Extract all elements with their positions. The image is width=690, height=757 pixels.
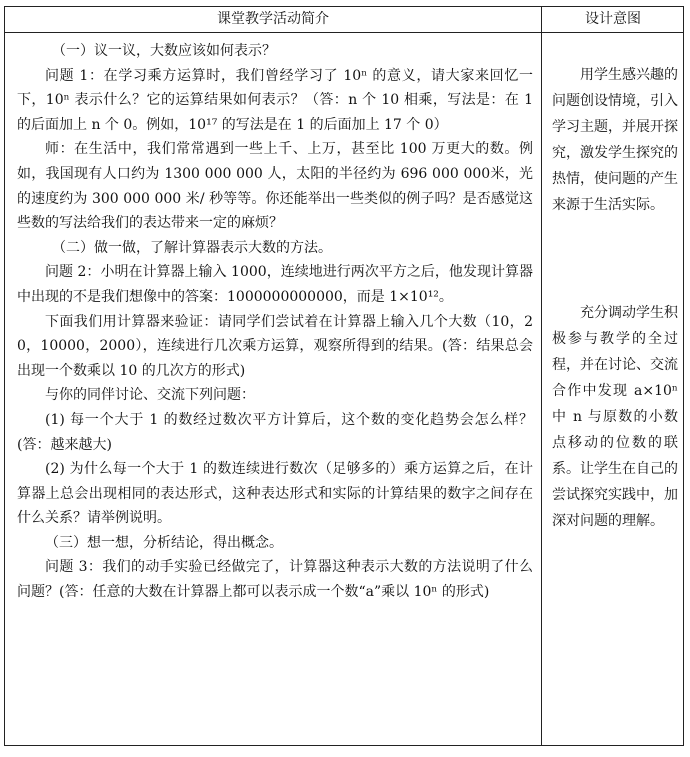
design-intent-1-text: 用学生感兴趣的问题创设情境，引入学习主题，并展开探究，激发学生探究的热情，使问题的产生来源于生活实际。 [552, 67, 678, 213]
question-2: 问题 2：小明在计算器上输入 1000，连续地进行两次平方之后，他发现计算器中出现的不是我们想像中的答案：1000000000000，而是 1×10¹²。 [17, 264, 533, 305]
design-intent-2-text: 充分调动学生积极参与教学的全过程，并在讨论、交流合作中发现 a×10ⁿ 中 n 与原数的小数点移动的位数的联系。让学生在自己的尝试探究实践中，加深对问题的理解。 [552, 305, 678, 529]
design-intent-1 [552, 62, 678, 218]
lesson-table [4, 6, 684, 746]
activity-content [17, 39, 533, 605]
section-1-title: （一）议一议，大数应该如何表示？ [52, 43, 276, 59]
header-activity: 课堂教学活动简介 [217, 11, 329, 27]
discussion-question-1: (1) 每一个大于 1 的数经过数次平方计算后，这个数的变化趋势会怎么样？(答：越来越大) [17, 411, 533, 453]
discussion-intro: 与你的同伴讨论、交流下列问题： [45, 387, 255, 404]
section-3-title: （三）想一想，分析结论，得出概念。 [45, 534, 283, 551]
question-3: 问题 3：我们的动手实验已经做完了，计算器这种表示大数的方法说明了什么问题？(答：任意的大数在计算器上都可以表示成一个数“a”乘以 10ⁿ 的形式) [17, 559, 533, 601]
design-intent-2 [552, 300, 678, 534]
discussion-question-2: (2) 为什么每一个大于 1 的数连续进行数次（足够多的）乘方运算之后，在计算器上总会出现相同的表达形式，这种表达形式和实际的计算结果的数字之间存在什么关系？请举例说明。 [17, 461, 533, 527]
section-2-title: （二）做一做，了解计算器表示大数的方法。 [52, 239, 332, 256]
column-divider [541, 7, 542, 745]
header-design-intent: 设计意图 [585, 11, 641, 27]
header-divider [5, 32, 683, 33]
teacher-paragraph: 师：在生活中，我们常常遇到一些上千、上万，甚至比 100 万更大的数。例如，我国现有人口约为 1300 000 000 人，太阳的半径约为 696 000 000米，光的速度约为 300 000 000 米/ 秒等等。你还能举出一些类似的例子吗？是否感觉这些数的写法给我们的表达带来一定的麻烦？ [17, 141, 533, 232]
question-1: 问题 1：在学习乘方运算时，我们曾经学习了 10ⁿ 的意义，请大家来回忆一下，10ⁿ 表示什么？它的运算结果如何表示？（答：n 个 10 相乘，写法是：在 1 的后面加上 n 个 0。例如，10¹⁷ 的写法是在 1 的后面加上 17 个 0） [17, 67, 533, 133]
calculator-verification: 下面我们用计算器来验证：请同学们尝试着在计算器上输入几个大数（10，20，10000，2000），连续进行几次乘方运算，观察所得到的结果。(答：结果总会出现一个数乘以 10 的几次方的形式) [17, 313, 533, 379]
